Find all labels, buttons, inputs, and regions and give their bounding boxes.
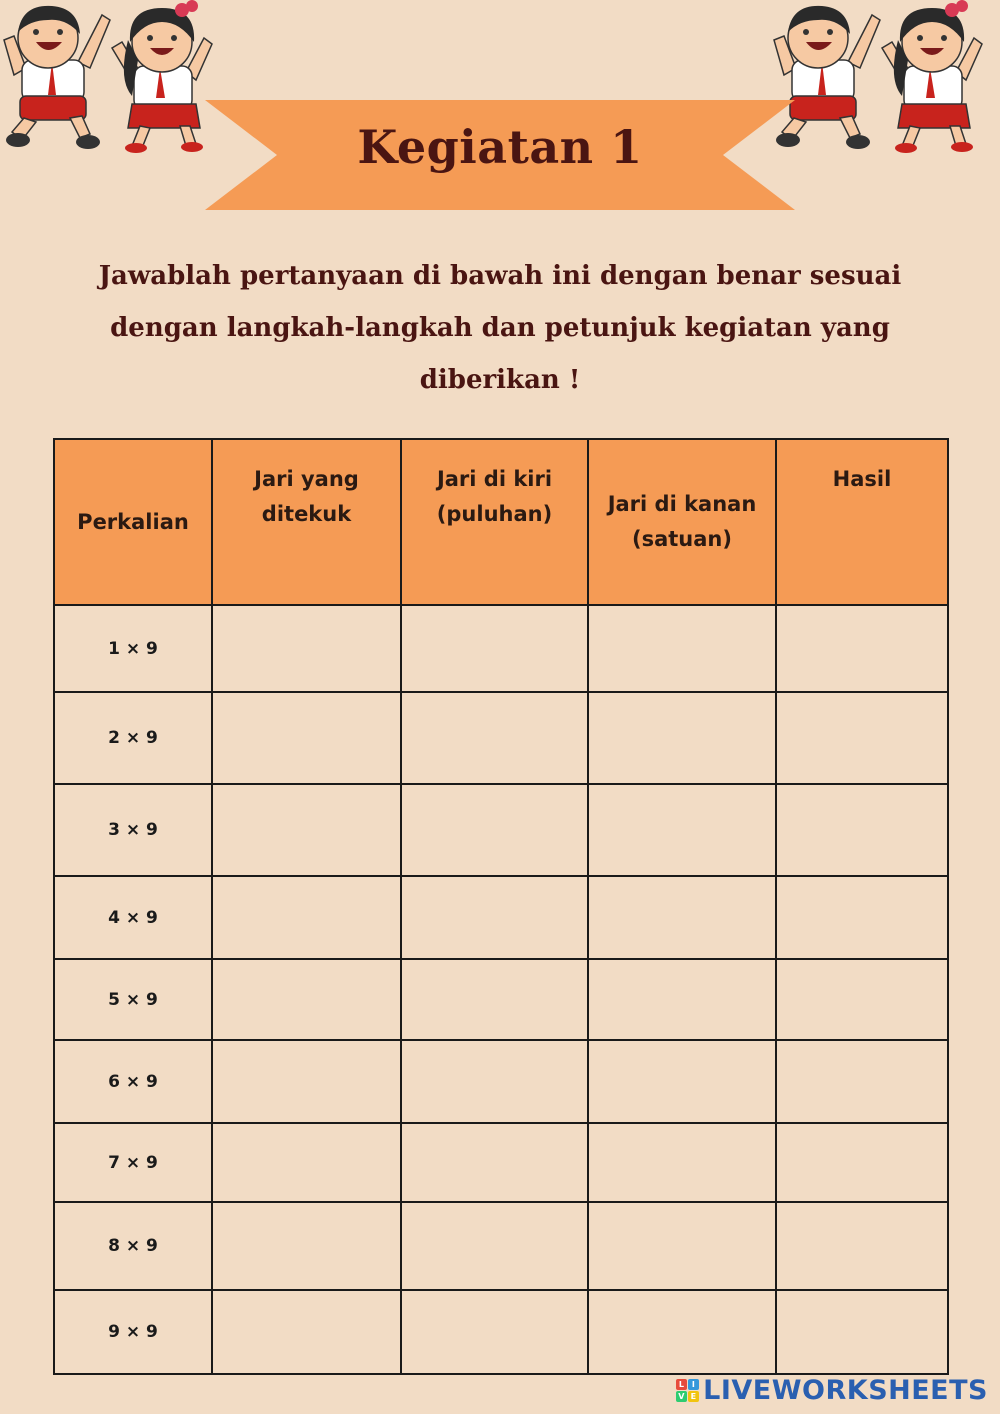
jari-ditekuk-answer-cell[interactable]	[212, 1290, 401, 1374]
children-illustration-left	[0, 0, 230, 155]
jari-kanan-answer-cell[interactable]	[588, 692, 776, 784]
header-hasil: Hasil	[776, 439, 948, 605]
jari-ditekuk-answer-cell[interactable]	[212, 784, 401, 876]
jari-ditekuk-answer-cell[interactable]	[212, 959, 401, 1040]
hasil-answer-cell[interactable]	[776, 605, 948, 692]
multiplication-cell: 4 × 9	[54, 876, 212, 959]
multiplication-cell: 3 × 9	[54, 784, 212, 876]
multiplication-cell: 6 × 9	[54, 1040, 212, 1123]
liveworksheets-logo-icon	[676, 1379, 699, 1402]
table-row	[54, 876, 948, 959]
logo-letter: L	[676, 1379, 687, 1390]
jari-kanan-answer-cell[interactable]	[588, 1123, 776, 1202]
multiplication-cell: 2 × 9	[54, 692, 212, 784]
jari-kiri-answer-cell[interactable]	[401, 1040, 588, 1123]
hasil-answer-cell[interactable]	[776, 784, 948, 876]
instruction-text: Jawablah pertanyaan di bawah ini dengan benar sesuai dengan langkah-langkah dan petunjuk kegiatan yang diberikan !	[98, 261, 902, 395]
brand-name: LIVEWORKSHEETS	[703, 1375, 988, 1406]
jari-kanan-answer-cell[interactable]	[588, 605, 776, 692]
title-banner	[205, 100, 795, 210]
multiplication-cell: 9 × 9	[54, 1290, 212, 1374]
table-row	[54, 1123, 948, 1202]
page-title: Kegiatan 1	[357, 120, 643, 174]
logo-letter: V	[676, 1391, 687, 1402]
jari-kiri-answer-cell[interactable]	[401, 1290, 588, 1374]
jari-kiri-answer-cell[interactable]	[401, 1202, 588, 1290]
table-row	[54, 1290, 948, 1374]
hasil-answer-cell[interactable]	[776, 1123, 948, 1202]
header-jari-kiri: Jari di kiri (puluhan)	[401, 439, 588, 605]
jari-ditekuk-answer-cell[interactable]	[212, 605, 401, 692]
hasil-answer-cell[interactable]	[776, 959, 948, 1040]
jari-kiri-answer-cell[interactable]	[401, 692, 588, 784]
hasil-answer-cell[interactable]	[776, 692, 948, 784]
jari-ditekuk-answer-cell[interactable]	[212, 1123, 401, 1202]
table-row	[54, 784, 948, 876]
table-row	[54, 692, 948, 784]
multiplication-cell: 8 × 9	[54, 1202, 212, 1290]
hasil-answer-cell[interactable]	[776, 876, 948, 959]
jari-ditekuk-answer-cell[interactable]	[212, 1040, 401, 1123]
jari-ditekuk-answer-cell[interactable]	[212, 1202, 401, 1290]
table-header-row	[54, 439, 948, 605]
header-jari-ditekuk: Jari yang ditekuk	[212, 439, 401, 605]
jari-kanan-answer-cell[interactable]	[588, 876, 776, 959]
jari-kiri-answer-cell[interactable]	[401, 959, 588, 1040]
multiplication-cell: 5 × 9	[54, 959, 212, 1040]
jari-kiri-answer-cell[interactable]	[401, 605, 588, 692]
table-row	[54, 605, 948, 692]
header-perkalian: Perkalian	[54, 439, 212, 605]
girl-figure-icon	[112, 0, 212, 153]
header-jari-kanan: Jari di kanan (satuan)	[588, 439, 776, 605]
table-row	[54, 1202, 948, 1290]
table-row	[54, 1040, 948, 1123]
jari-kanan-answer-cell[interactable]	[588, 1290, 776, 1374]
children-illustration-right	[770, 0, 1000, 155]
jari-ditekuk-answer-cell[interactable]	[212, 692, 401, 784]
logo-letter: E	[688, 1391, 699, 1402]
multiplication-cell: 7 × 9	[54, 1123, 212, 1202]
hasil-answer-cell[interactable]	[776, 1290, 948, 1374]
table-row	[54, 959, 948, 1040]
girl-figure-icon	[882, 0, 982, 153]
jari-kiri-answer-cell[interactable]	[401, 784, 588, 876]
jari-kanan-answer-cell[interactable]	[588, 1202, 776, 1290]
logo-letter: I	[688, 1379, 699, 1390]
jari-kiri-answer-cell[interactable]	[401, 1123, 588, 1202]
liveworksheets-brand	[676, 1375, 988, 1406]
jari-kanan-answer-cell[interactable]	[588, 959, 776, 1040]
hasil-answer-cell[interactable]	[776, 1202, 948, 1290]
hasil-answer-cell[interactable]	[776, 1040, 948, 1123]
boy-figure-icon	[4, 6, 110, 149]
jari-kiri-answer-cell[interactable]	[401, 876, 588, 959]
multiplication-table	[53, 438, 949, 1375]
jari-kanan-answer-cell[interactable]	[588, 1040, 776, 1123]
jari-ditekuk-answer-cell[interactable]	[212, 876, 401, 959]
jari-kanan-answer-cell[interactable]	[588, 784, 776, 876]
multiplication-cell: 1 × 9	[54, 605, 212, 692]
